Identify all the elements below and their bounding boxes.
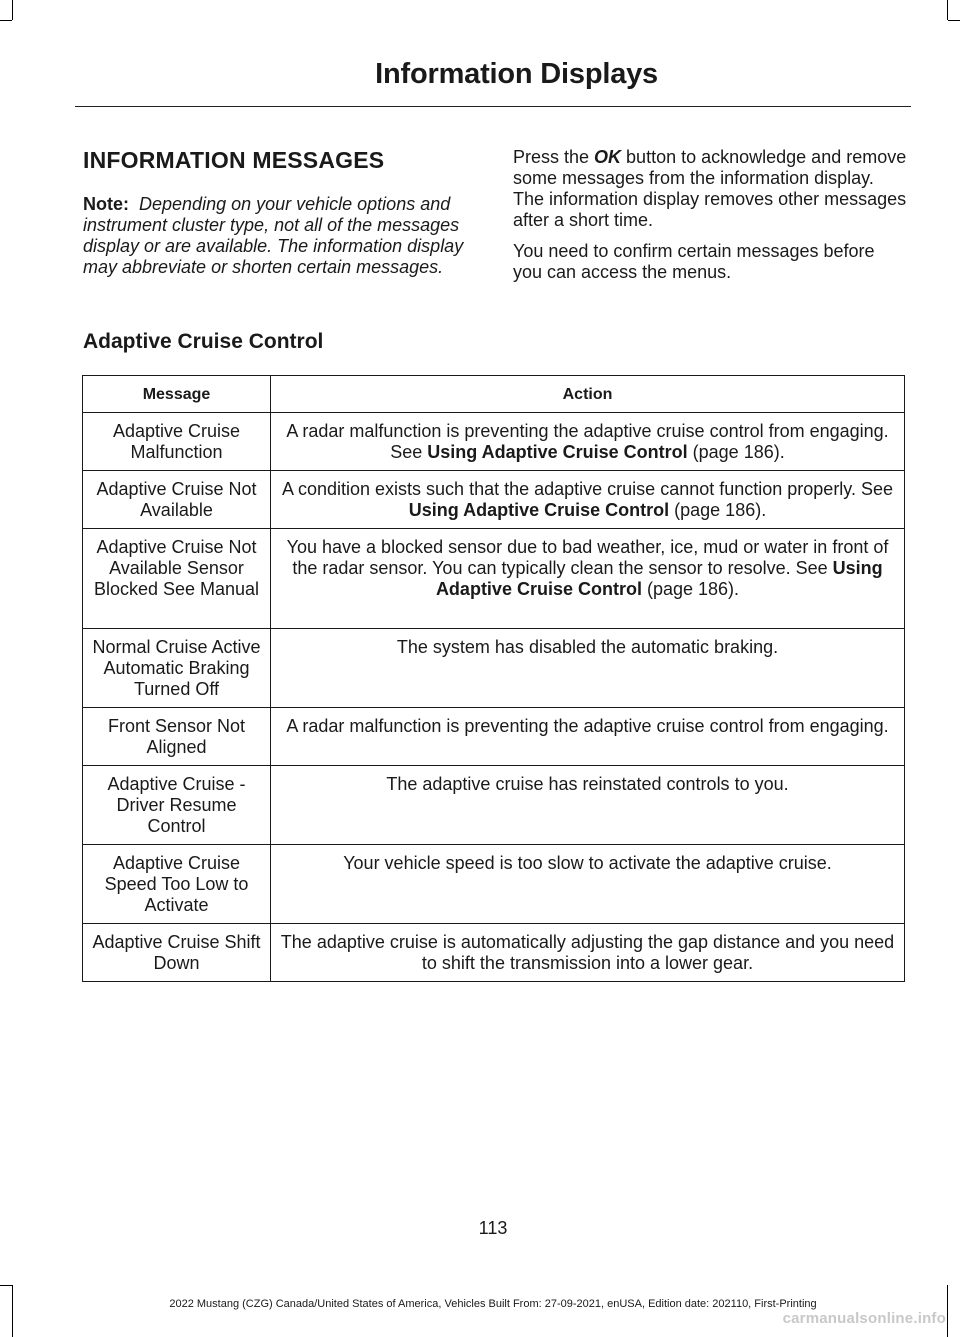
action-cell: A radar malfunction is preventing the adaptive cruise control from engaging. — [271, 708, 905, 766]
action-cell — [271, 471, 905, 529]
column-header-action: Action — [271, 376, 905, 413]
message-cell: Adaptive Cruise Speed Too Low to Activate — [83, 845, 271, 924]
table-row — [83, 766, 905, 845]
subsection-heading: Adaptive Cruise Control — [83, 330, 324, 353]
action-cell: The system has disabled the automatic braking. — [271, 629, 905, 708]
table-row — [83, 413, 905, 471]
watermark: carmanualsonline.info — [782, 1310, 946, 1327]
action-text: You have a blocked sensor due to bad weather, ice, mud or water in front of the radar sensor. You can typically clean the sensor to resolve. See — [286, 537, 889, 578]
para-text: Press the — [513, 147, 595, 167]
action-cell — [271, 529, 905, 629]
intro-right-column — [513, 147, 908, 293]
message-cell: Normal Cruise Active Automatic Braking Turned Off — [83, 629, 271, 708]
crop-mark — [947, 0, 948, 20]
action-cell: Your vehicle speed is too slow to activate the adaptive cruise. — [271, 845, 905, 924]
table-row — [83, 629, 905, 708]
table-row — [83, 924, 905, 982]
page-number: 113 — [478, 1218, 508, 1238]
para-text: button to acknowledge and remove some messages from the information display. The information display removes other messages after a short time. — [513, 147, 907, 230]
note-paragraph — [83, 194, 468, 278]
action-text: A radar malfunction is preventing the adaptive cruise control from engaging. See — [286, 421, 889, 462]
footer-edition-info: 2022 Mustang (CZG) Canada/United States of America, Vehicles Built From: 27-09-2021, enUSA, Edition date: 202110, First-Printing — [169, 1298, 817, 1310]
cross-reference-link[interactable]: Using Adaptive Cruise Control — [427, 442, 688, 462]
confirm-paragraph: You need to confirm certain messages before you can access the menus. — [513, 241, 875, 282]
cross-reference-link[interactable]: Using Adaptive Cruise Control — [435, 558, 883, 599]
ok-button-label: OK — [594, 147, 622, 167]
message-cell: Adaptive Cruise Not Available Sensor Blocked See Manual — [83, 529, 271, 629]
intro-left-column — [83, 147, 468, 278]
messages-table — [82, 375, 905, 982]
table-row — [83, 845, 905, 924]
page-reference: (page 186). — [641, 579, 740, 599]
crop-mark — [12, 1285, 13, 1337]
table-row — [83, 471, 905, 529]
crop-mark — [0, 20, 12, 21]
message-cell: Adaptive Cruise Malfunction — [83, 413, 271, 471]
crop-mark — [947, 1285, 948, 1337]
message-cell: Front Sensor Not Aligned — [83, 708, 271, 766]
header-divider — [75, 106, 911, 107]
crop-mark — [948, 20, 960, 21]
page-reference: (page 186). — [687, 442, 785, 462]
acknowledge-paragraph — [513, 147, 908, 231]
action-cell: The adaptive cruise is automatically adjusting the gap distance and you need to shift the transmission into a lower gear. — [271, 924, 905, 982]
action-cell — [271, 413, 905, 471]
action-cell: The adaptive cruise has reinstated controls to you. — [271, 766, 905, 845]
message-cell: Adaptive Cruise Not Available — [83, 471, 271, 529]
note-text: Depending on your vehicle options and instrument cluster type, not all of the messages display or are available. The information display may abbreviate or shorten certain messages. — [83, 194, 464, 277]
crop-mark — [0, 1285, 12, 1286]
column-header-message: Message — [83, 376, 271, 413]
table-row — [83, 708, 905, 766]
table-row — [83, 529, 905, 629]
page-reference: (page 186). — [669, 500, 767, 520]
crop-mark — [12, 0, 13, 20]
message-cell: Adaptive Cruise - Driver Resume Control — [83, 766, 271, 845]
note-label: Note: — [83, 194, 129, 214]
action-text: A condition exists such that the adaptive cruise cannot function properly. See — [281, 479, 894, 499]
message-cell: Adaptive Cruise Shift Down — [83, 924, 271, 982]
page-header-title: Information Displays — [375, 58, 658, 90]
section-heading: INFORMATION MESSAGES — [83, 147, 385, 173]
cross-reference-link[interactable]: Using Adaptive Cruise Control — [408, 500, 670, 520]
